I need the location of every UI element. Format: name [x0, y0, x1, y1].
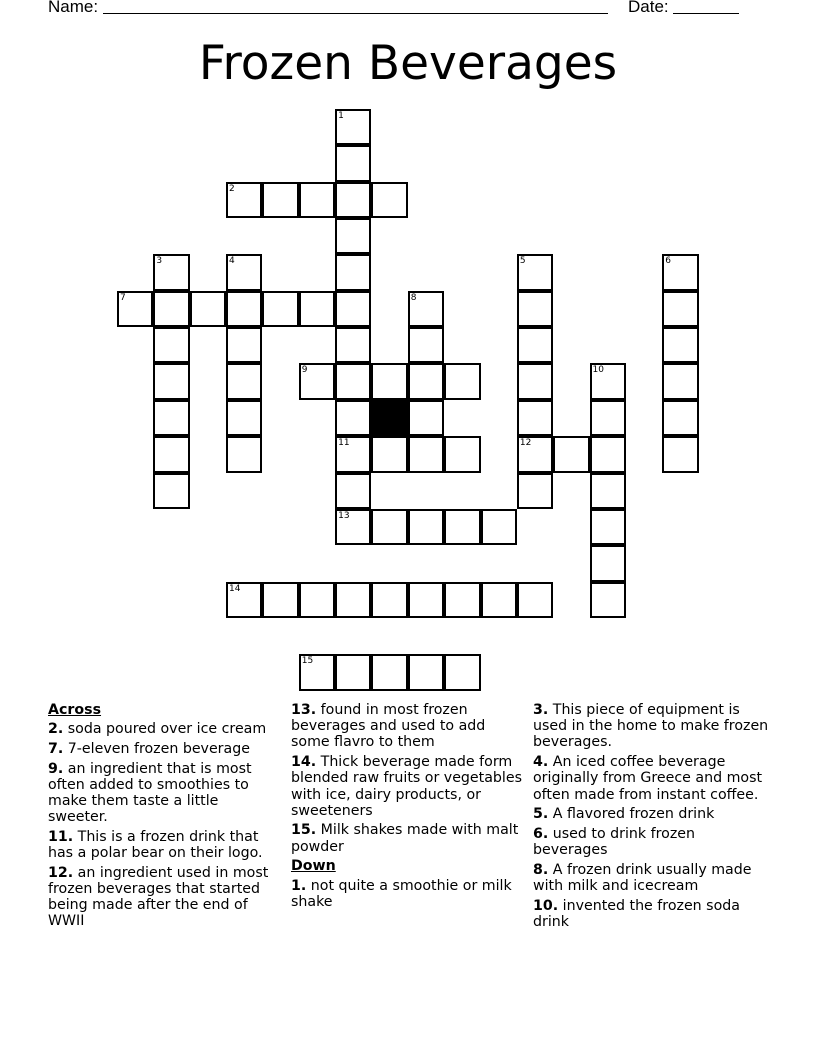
clue-text: found in most frozen beverages and used to add some flavro to them: [291, 702, 486, 751]
cell-number: 2: [229, 183, 235, 194]
clue-text: Thick beverage made form blended raw fruits or vegetables with ice, dairy products, or sweeteners: [291, 754, 522, 819]
clue-text: This piece of equipment is used in the home to make frozen beverages.: [533, 702, 769, 751]
grid-cell[interactable]: [517, 254, 553, 290]
grid-cell[interactable]: [590, 509, 626, 545]
down-heading: Down: [291, 858, 336, 875]
clue-number: 15.: [291, 822, 317, 839]
grid-cell[interactable]: [408, 400, 444, 436]
across-heading: Across: [48, 702, 102, 718]
cell-number: 7: [120, 292, 126, 303]
grid-cell[interactable]: [226, 363, 262, 399]
clue-across-11: [48, 829, 280, 861]
grid-cell[interactable]: [371, 582, 407, 618]
grid-cell[interactable]: [335, 218, 371, 254]
grid-cell[interactable]: [153, 400, 189, 436]
cell-number: 12: [519, 438, 532, 449]
clue-text: not quite a smoothie or milk shake: [291, 877, 512, 910]
grid-cell[interactable]: [517, 473, 553, 509]
grid-cell[interactable]: [371, 436, 407, 472]
grid-cell[interactable]: [408, 654, 444, 690]
grid-cell[interactable]: [662, 400, 698, 436]
date-label: Date:: [628, 0, 669, 16]
clue-text: An iced coffee beverage originally from Greece and most often made from instant coffee.: [533, 754, 763, 803]
grid-cell[interactable]: [517, 436, 553, 472]
grid-cell[interactable]: [153, 291, 189, 327]
grid-cell[interactable]: [153, 327, 189, 363]
grid-cell[interactable]: [335, 327, 371, 363]
grid-cell[interactable]: [662, 291, 698, 327]
grid-cell[interactable]: [371, 363, 407, 399]
clue-down-8: [533, 862, 769, 894]
black-cell: [371, 400, 407, 436]
clue-number: 10.: [533, 897, 559, 914]
cell-number: 10: [592, 365, 604, 376]
clue-number: 5.: [533, 806, 549, 823]
cell-number: 8: [410, 292, 417, 303]
grid-cell[interactable]: [335, 109, 371, 145]
grid-cell[interactable]: [153, 436, 189, 472]
grid-cell[interactable]: [262, 582, 298, 618]
clue-text: This is a frozen drink that has a polar bear on their logo.: [48, 828, 263, 862]
clue-number: 14.: [291, 754, 317, 771]
grid-cell[interactable]: [662, 436, 698, 472]
grid-cell[interactable]: [226, 327, 262, 363]
clue-number: 2.: [48, 721, 64, 738]
cell-number: 6: [665, 256, 671, 267]
clue-number: 1.: [291, 877, 307, 894]
grid-cell[interactable]: [444, 582, 480, 618]
grid-cell[interactable]: [226, 291, 262, 327]
grid-cell[interactable]: [335, 509, 371, 545]
clue-number: 12.: [48, 864, 74, 881]
grid-cell[interactable]: [335, 582, 371, 618]
clue-number: 4.: [533, 754, 549, 771]
grid-cell[interactable]: [153, 363, 189, 399]
name-label: Name:: [48, 0, 99, 16]
grid-cell[interactable]: [299, 291, 335, 327]
grid-cell[interactable]: [226, 400, 262, 436]
grid-cell[interactable]: [153, 254, 189, 290]
grid-cell[interactable]: [662, 254, 698, 290]
clues-column-3: [533, 702, 769, 934]
grid-cell[interactable]: [408, 436, 444, 472]
grid-cell[interactable]: [371, 654, 407, 690]
clue-across-9: [48, 761, 280, 826]
grid-cell[interactable]: [335, 145, 371, 181]
grid-cell[interactable]: [226, 436, 262, 472]
grid-cell[interactable]: [517, 327, 553, 363]
cell-number: 15: [301, 656, 314, 667]
clues-column-1: [48, 702, 280, 933]
grid-cell[interactable]: [117, 291, 153, 327]
clue-text: A frozen drink usually made with milk and icecream: [533, 861, 752, 895]
grid-cell[interactable]: [371, 182, 407, 218]
cell-number: 14: [229, 583, 241, 594]
grid-cell[interactable]: [226, 254, 262, 290]
grid-cell[interactable]: [335, 254, 371, 290]
clue-text: Milk shakes made with malt powder: [291, 822, 519, 855]
grid-cell[interactable]: [590, 582, 626, 618]
clue-across-7: [48, 741, 280, 757]
grid-cell[interactable]: [590, 473, 626, 509]
grid-cell[interactable]: [371, 509, 407, 545]
grid-cell[interactable]: [335, 473, 371, 509]
grid-cell[interactable]: [153, 473, 189, 509]
clue-text: 7-eleven frozen beverage: [63, 740, 250, 757]
clue-down-6: [533, 826, 769, 858]
clue-number: 6.: [533, 825, 549, 842]
clue-down-10: [533, 898, 769, 930]
grid-cell[interactable]: [408, 363, 444, 399]
grid-cell[interactable]: [481, 582, 517, 618]
grid-cell[interactable]: [444, 436, 480, 472]
clue-text: an ingredient used in most frozen beverages that started being made after the end of WWII: [48, 864, 269, 930]
grid-cell[interactable]: [299, 654, 335, 690]
grid-cell[interactable]: [517, 400, 553, 436]
grid-cell[interactable]: [335, 182, 371, 218]
clue-down-4: [533, 754, 769, 803]
grid-cell[interactable]: [226, 582, 262, 618]
grid-cell[interactable]: [335, 400, 371, 436]
grid-cell[interactable]: [553, 436, 589, 472]
grid-cell[interactable]: [662, 327, 698, 363]
cell-number: 13: [338, 510, 350, 521]
clue-across-12: [48, 865, 280, 930]
clue-down-3: [533, 702, 769, 751]
grid-cell[interactable]: [299, 582, 335, 618]
clue-number: 8.: [533, 861, 549, 878]
cell-number: 9: [301, 365, 308, 376]
grid-cell[interactable]: [262, 291, 298, 327]
grid-cell[interactable]: [226, 182, 262, 218]
clue-number: 9.: [48, 760, 64, 777]
grid-cell[interactable]: [590, 545, 626, 581]
grid-cell[interactable]: [408, 582, 444, 618]
clue-text: invented the frozen soda drink: [533, 897, 740, 930]
grid-cell[interactable]: [590, 436, 626, 472]
cell-number: 3: [156, 256, 163, 267]
grid-cell[interactable]: [299, 182, 335, 218]
clue-text: an ingredient that is most often added to smoothies to make them taste a little sweeter.: [48, 760, 252, 826]
grid-cell[interactable]: [335, 436, 371, 472]
grid-cell[interactable]: [662, 363, 698, 399]
clue-number: 7.: [48, 740, 64, 757]
clue-down-1: [291, 878, 523, 910]
grid-cell[interactable]: [517, 582, 553, 618]
grid-cell[interactable]: [262, 182, 298, 218]
clue-down-5: [533, 806, 769, 822]
grid-cell[interactable]: [190, 291, 226, 327]
clue-across-14: [291, 754, 523, 819]
puzzle-title: Frozen Beverages: [198, 36, 618, 91]
grid-cell[interactable]: [481, 509, 517, 545]
clue-number: 11.: [48, 828, 74, 845]
clue-text: soda poured over ice cream: [63, 721, 267, 738]
clue-text: A flavored frozen drink: [548, 806, 715, 823]
cell-number: 1: [338, 111, 344, 121]
grid-cell[interactable]: [335, 654, 371, 690]
clue-text: used to drink frozen beverages: [533, 825, 696, 859]
cell-number: 11: [338, 438, 350, 449]
cell-number: 4: [229, 256, 235, 267]
grid-cell[interactable]: [517, 363, 553, 399]
grid-cell[interactable]: [299, 363, 335, 399]
grid-cell[interactable]: [590, 363, 626, 399]
clue-number: 3.: [533, 702, 549, 718]
grid-cell[interactable]: [408, 327, 444, 363]
clues-column-2: [291, 702, 523, 913]
grid-cell[interactable]: [590, 400, 626, 436]
clue-across-15: [291, 822, 523, 854]
grid-cell[interactable]: [444, 509, 480, 545]
grid-cell[interactable]: [335, 363, 371, 399]
clue-number: 13.: [291, 702, 317, 718]
grid-cell[interactable]: [408, 509, 444, 545]
grid-cell[interactable]: [444, 363, 480, 399]
clue-across-2: [48, 721, 280, 737]
grid-cell[interactable]: [444, 654, 480, 690]
clue-across-13: [291, 702, 523, 751]
grid-cell[interactable]: [517, 291, 553, 327]
grid-cell[interactable]: [335, 291, 371, 327]
cell-number: 5: [519, 256, 526, 267]
grid-cell[interactable]: [408, 291, 444, 327]
